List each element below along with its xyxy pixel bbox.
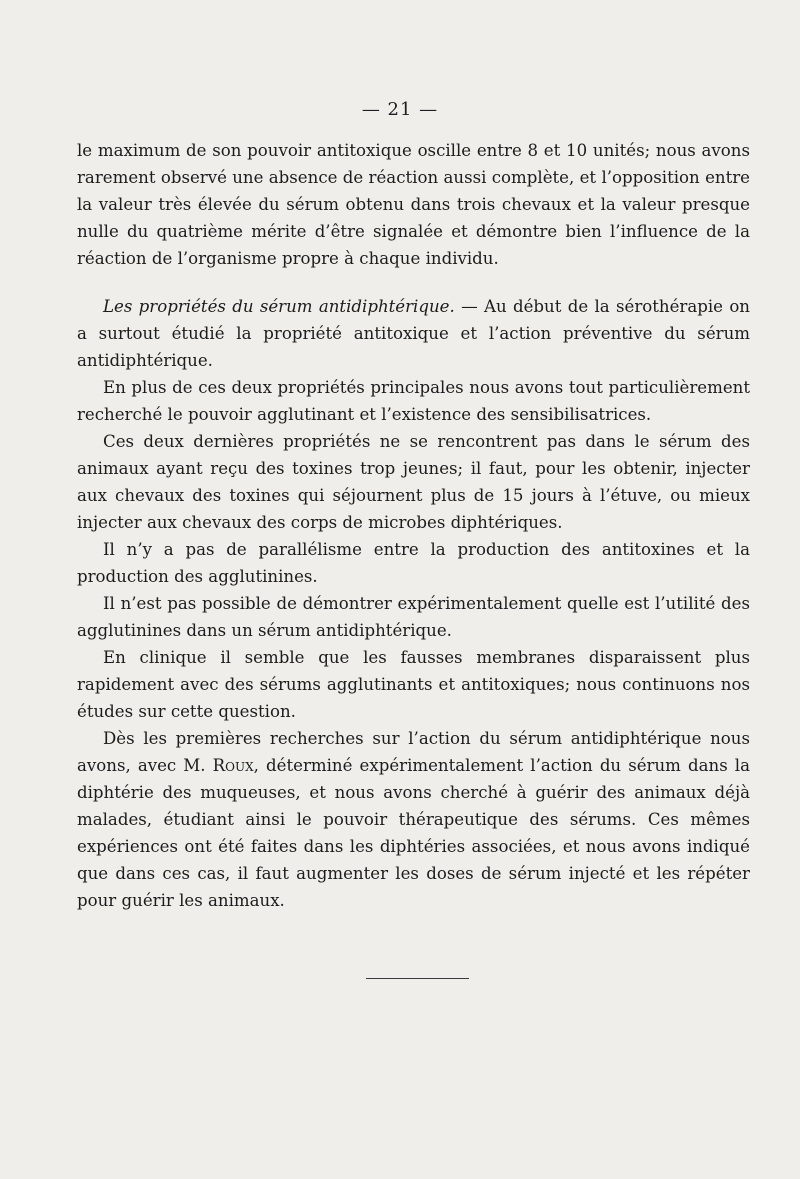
paragraph-4: Ces deux dernières propriétés ne se rencontrent pas dans le sérum des animaux ayant reçu des toxines trop jeunes; il faut, pour les obtenir, injecter aux chevaux des toxines qui séjournent plus de 15 jours à l’étuve, ou mieux injecter aux chevaux des corps de microbes diphtériques. xyxy=(77,432,750,532)
paragraph-5: Il n’y a pas de parallélisme entre la production des antitoxines et la production des agglutinines. xyxy=(77,540,750,586)
paragraph-6: Il n’est pas possible de démontrer expérimentalement quelle est l’utilité des agglutinines dans un sérum antidiphtérique. xyxy=(77,594,750,640)
page-number: — 21 — xyxy=(361,99,439,120)
author-name: Roux xyxy=(212,756,254,775)
paragraph-2-text: — Au début de la sérothérapie on a surtout étudié la propriété antitoxique et l’action préventive du sérum antidiphtérique. xyxy=(77,297,750,370)
paragraph-1: le maximum de son pouvoir antitoxique oscille entre 8 et 10 unités; nous avons rarement observé une absence de réaction aussi complète, et l’opposition entre la valeur très élevée du sérum obtenu dans trois chevaux et la valeur presque nulle du quatrième mérite d’être signalée et démontre bien l’influence de la réaction de l’organisme propre à chaque individu. xyxy=(77,141,750,268)
paragraph-section-title xyxy=(77,293,750,374)
paragraph-8-start: Dès les premières recherches sur l’action du sérum antidiphtérique nous avons, avec M. xyxy=(77,729,750,775)
body-text xyxy=(77,137,750,914)
paragraph-8-rest: , déterminé expérimentalement l’action du sérum dans la diphtérie des muqueuses, et nous avons cherché à guérir des animaux déjà malades, étudiant ainsi le pouvoir thérapeutique des sérums. Ces mêmes expériences ont été faites dans les diphtéries associées, et nous avons indiqué que dans ces cas, il faut augmenter les doses de sérum injecté et les répéter pour guérir les animaux. xyxy=(77,756,750,910)
paragraph-7: En clinique il semble que les fausses membranes disparaissent plus rapidement avec des sérums agglutinants et antitoxiques; nous continuons nos études sur cette question. xyxy=(77,648,750,721)
section-title: Les propriétés du sérum antidiphtérique. xyxy=(103,297,455,316)
paragraph-3: En plus de ces deux propriétés principales nous avons tout particulièrement recherché le pouvoir agglutinant et l’existence des sensibilisatrices. xyxy=(77,378,750,424)
closing-rule xyxy=(366,978,469,979)
paragraph-8 xyxy=(77,725,750,914)
